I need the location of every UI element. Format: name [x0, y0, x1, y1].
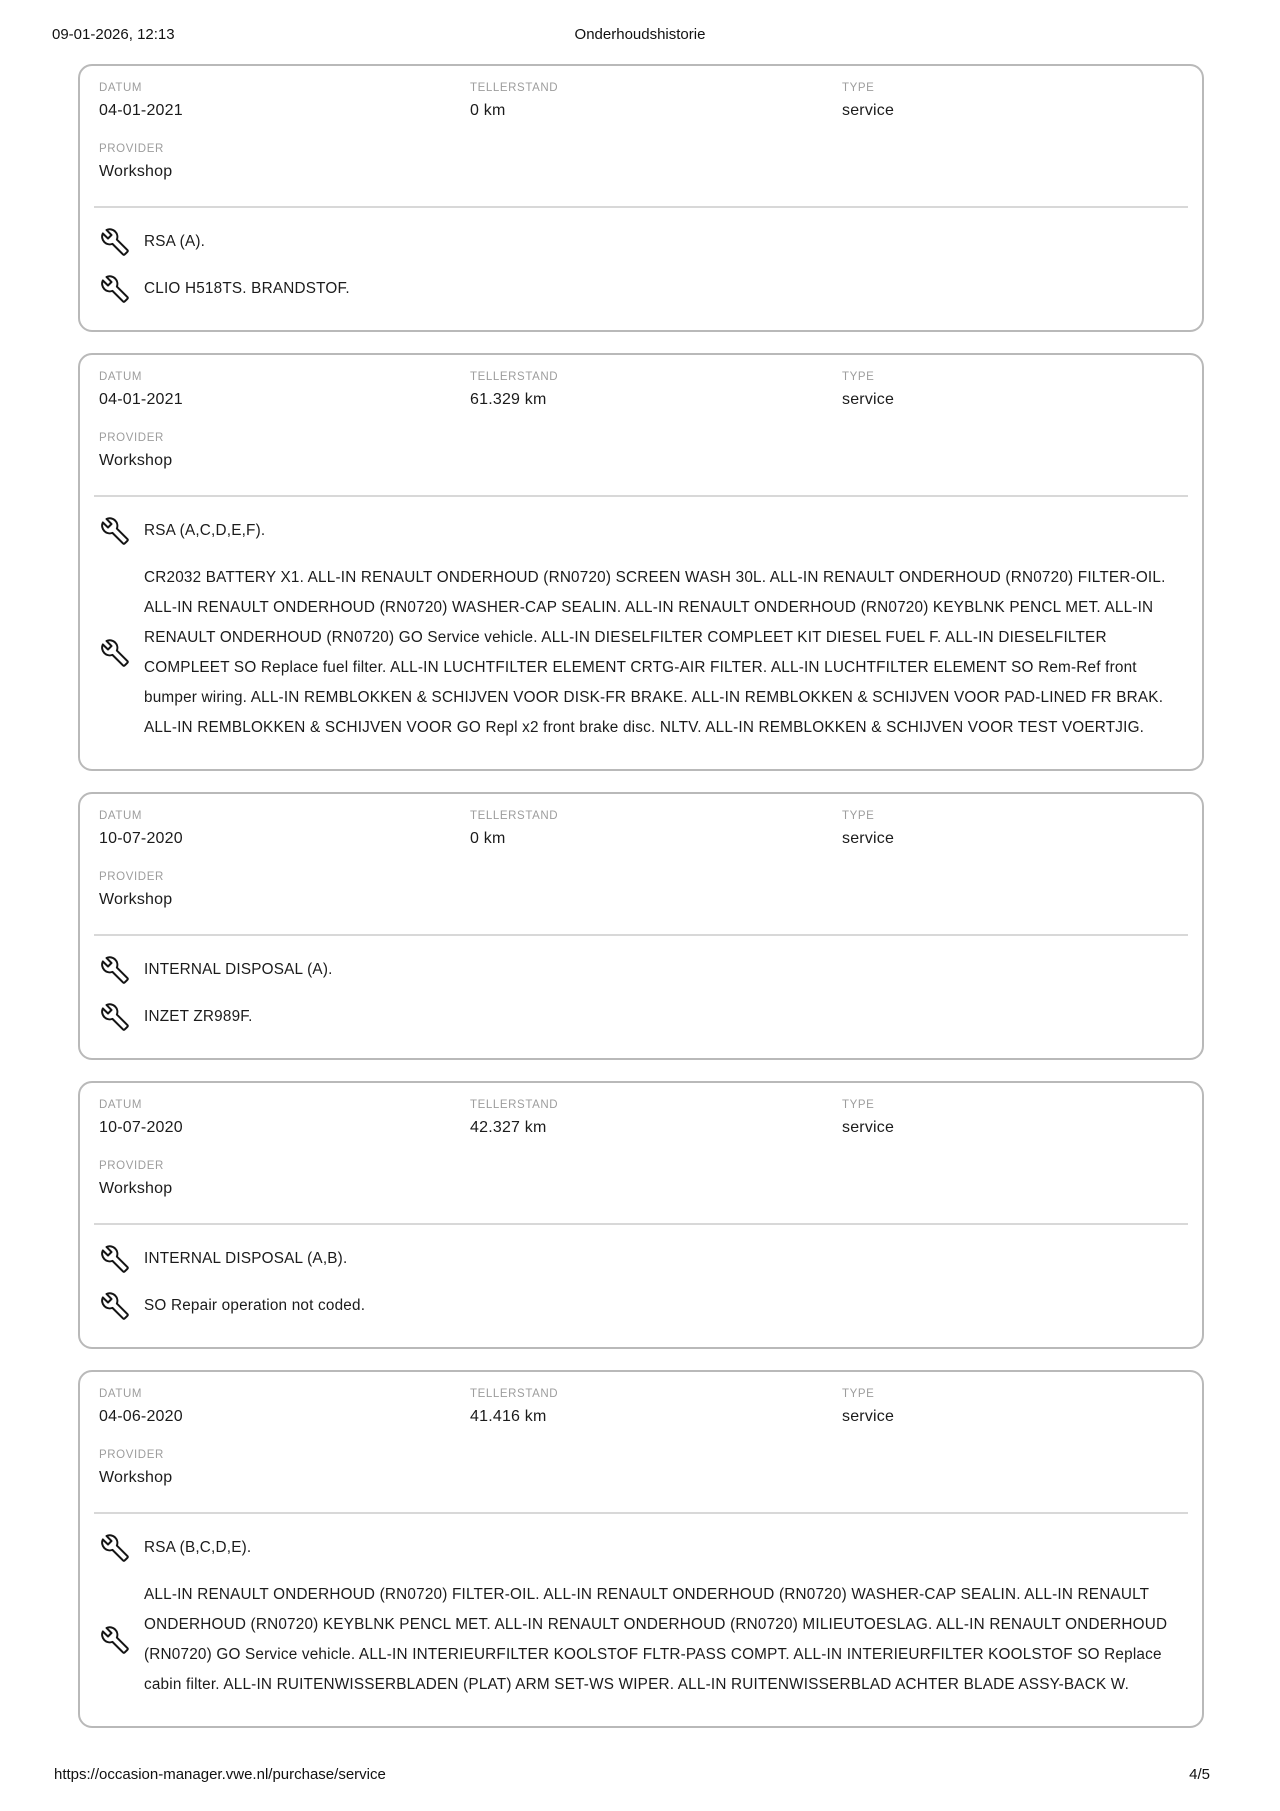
datum-column: [99, 82, 470, 120]
type-label: TYPE: [842, 371, 875, 383]
provider-block: [99, 143, 1183, 181]
provider-label: PROVIDER: [99, 871, 164, 883]
service-record-card: [78, 64, 1204, 332]
tellerstand-label: TELLERSTAND: [470, 810, 559, 822]
tellerstand-label: TELLERSTAND: [470, 82, 559, 94]
provider-block: [99, 1449, 1183, 1487]
record-header: [99, 82, 1183, 120]
service-items: [99, 955, 1183, 1032]
record-header: [99, 371, 1183, 409]
service-history-list: [78, 64, 1204, 1728]
service-items: [99, 1244, 1183, 1321]
type-column: [842, 1388, 1183, 1426]
service-item-text: INTERNAL DISPOSAL (A).: [144, 961, 333, 978]
type-column: [842, 371, 1183, 409]
type-column: [842, 1099, 1183, 1137]
tellerstand-value: 42.327 km: [470, 1119, 547, 1136]
tellerstand-label: TELLERSTAND: [470, 1388, 559, 1400]
provider-block: [99, 871, 1183, 909]
datum-value: 10-07-2020: [99, 830, 183, 847]
print-footer: [54, 1766, 1210, 1783]
tellerstand-column: [470, 1099, 842, 1137]
service-items: [99, 227, 1183, 304]
service-record-card: [78, 353, 1204, 771]
service-item: [101, 516, 1183, 546]
wrench-icon: [101, 956, 129, 984]
type-value: service: [842, 1408, 895, 1425]
wrench-icon: [101, 1626, 129, 1654]
tellerstand-value: 0 km: [470, 830, 506, 847]
wrench-icon: [101, 1534, 129, 1562]
type-label: TYPE: [842, 1099, 875, 1111]
service-item-text: RSA (A,C,D,E,F).: [144, 522, 266, 539]
provider-block: [99, 1160, 1183, 1198]
datum-label: DATUM: [99, 810, 143, 822]
service-item-text: CLIO H518TS. BRANDSTOF.: [144, 280, 350, 297]
tellerstand-value: 0 km: [470, 102, 506, 119]
tellerstand-value: 61.329 km: [470, 391, 547, 408]
datum-value: 04-01-2021: [99, 102, 183, 119]
tellerstand-column: [470, 371, 842, 409]
type-value: service: [842, 1119, 895, 1136]
service-item: [101, 1533, 1183, 1563]
type-label: TYPE: [842, 1388, 875, 1400]
type-label: TYPE: [842, 82, 875, 94]
service-item: [101, 1244, 1183, 1274]
record-header: [99, 1099, 1183, 1137]
datum-column: [99, 1099, 470, 1137]
service-item: [101, 955, 1183, 985]
service-item: [101, 563, 1183, 743]
service-item-text: CR2032 BATTERY X1. ALL-IN RENAULT ONDERHOUD (RN0720) SCREEN WASH 30L. ALL-IN RENAULT ONDERHOUD (RN0720) FILTER-OIL. ALL-IN RENAULT ONDERHOUD (RN0720) WASHER-CAP SEALIN. ALL-IN RENAULT ONDERHOUD (RN0720) KEYBLNK PENCL MET. ALL-IN RENAULT ONDERHOUD (RN0720) GO Service vehicle. ALL-IN DIESELFILTER COMPLEET KIT DIESEL FUEL F. ALL-IN DIESELFILTER COMPLEET SO Replace fuel filter. ALL-IN LUCHTFILTER ELEMENT CRTG-AIR FILTER. ALL-IN LUCHTFILTER ELEMENT SO Rem-Ref front bumper wiring. ALL-IN REMBLOKKEN & SCHIJVEN VOOR DISK-FR BRAKE. ALL-IN REMBLOKKEN & SCHIJVEN VOOR PAD-LINED FR BRAK. ALL-IN REMBLOKKEN & SCHIJVEN VOOR GO Repl x2 front brake disc. NLTV. ALL-IN REMBLOKKEN & SCHIJVEN VOOR TEST VOERTJIG.: [144, 569, 1166, 736]
provider-value: Workshop: [99, 891, 173, 908]
card-divider: [94, 934, 1188, 936]
wrench-icon: [101, 1003, 129, 1031]
card-divider: [94, 495, 1188, 497]
tellerstand-column: [470, 810, 842, 848]
datum-label: DATUM: [99, 82, 143, 94]
provider-value: Workshop: [99, 163, 173, 180]
provider-label: PROVIDER: [99, 1160, 164, 1172]
service-item-text: ALL-IN RENAULT ONDERHOUD (RN0720) FILTER-OIL. ALL-IN RENAULT ONDERHOUD (RN0720) WASHER-CAP SEALIN. ALL-IN RENAULT ONDERHOUD (RN0720) KEYBLNK PENCL MET. ALL-IN RENAULT ONDERHOUD (RN0720) MILIEUTOESLAG. ALL-IN RENAULT ONDERHOUD (RN0720) GO Service vehicle. ALL-IN INTERIEURFILTER KOOLSTOF FLTR-PASS COMPT. ALL-IN INTERIEURFILTER KOOLSTOF SO Replace cabin filter. ALL-IN RUITENWISSERBLADEN (PLAT) ARM SET-WS WIPER. ALL-IN RUITENWISSERBLAD ACHTER BLADE ASSY-BACK W.: [144, 1586, 1168, 1693]
wrench-icon: [101, 1292, 129, 1320]
print-header: [52, 26, 1228, 46]
wrench-icon: [101, 228, 129, 256]
service-record-card: [78, 1370, 1204, 1728]
provider-label: PROVIDER: [99, 143, 164, 155]
record-header: [99, 810, 1183, 848]
datum-value: 10-07-2020: [99, 1119, 183, 1136]
service-item-text: INZET ZR989F.: [144, 1008, 253, 1025]
card-divider: [94, 1512, 1188, 1514]
provider-value: Workshop: [99, 452, 173, 469]
service-item-text: SO Repair operation not coded.: [144, 1297, 366, 1314]
service-item: [101, 1580, 1183, 1700]
service-items: [99, 1533, 1183, 1700]
service-record-card: [78, 1081, 1204, 1349]
card-divider: [94, 1223, 1188, 1225]
page-title: Onderhoudshistorie: [574, 26, 706, 43]
datum-label: DATUM: [99, 371, 143, 383]
type-column: [842, 810, 1183, 848]
datum-label: DATUM: [99, 1388, 143, 1400]
datum-column: [99, 371, 470, 409]
provider-label: PROVIDER: [99, 1449, 164, 1461]
service-items: [99, 516, 1183, 743]
datum-value: 04-01-2021: [99, 391, 183, 408]
service-item: [101, 1291, 1183, 1321]
datum-label: DATUM: [99, 1099, 143, 1111]
service-item-text: INTERNAL DISPOSAL (A,B).: [144, 1250, 348, 1267]
tellerstand-column: [470, 1388, 842, 1426]
record-header: [99, 1388, 1183, 1426]
type-label: TYPE: [842, 810, 875, 822]
type-value: service: [842, 102, 895, 119]
service-item: [101, 1002, 1183, 1032]
wrench-icon: [101, 639, 129, 667]
wrench-icon: [101, 517, 129, 545]
tellerstand-value: 41.416 km: [470, 1408, 547, 1425]
service-record-card: [78, 792, 1204, 1060]
card-divider: [94, 206, 1188, 208]
provider-label: PROVIDER: [99, 432, 164, 444]
wrench-icon: [101, 275, 129, 303]
tellerstand-column: [470, 82, 842, 120]
provider-block: [99, 432, 1183, 470]
source-url: https://occasion-manager.vwe.nl/purchase/service: [54, 1766, 386, 1783]
provider-value: Workshop: [99, 1180, 173, 1197]
type-value: service: [842, 830, 895, 847]
type-value: service: [842, 391, 895, 408]
service-item-text: RSA (A).: [144, 233, 206, 250]
datum-column: [99, 1388, 470, 1426]
type-column: [842, 82, 1183, 120]
wrench-icon: [101, 1245, 129, 1273]
service-item: [101, 274, 1183, 304]
provider-value: Workshop: [99, 1469, 173, 1486]
service-item: [101, 227, 1183, 257]
tellerstand-label: TELLERSTAND: [470, 371, 559, 383]
datum-column: [99, 810, 470, 848]
service-item-text: RSA (B,C,D,E).: [144, 1539, 252, 1556]
print-datetime: 09-01-2026, 12:13: [52, 26, 175, 43]
datum-value: 04-06-2020: [99, 1408, 183, 1425]
tellerstand-label: TELLERSTAND: [470, 1099, 559, 1111]
page-number: 4/5: [1189, 1766, 1210, 1783]
